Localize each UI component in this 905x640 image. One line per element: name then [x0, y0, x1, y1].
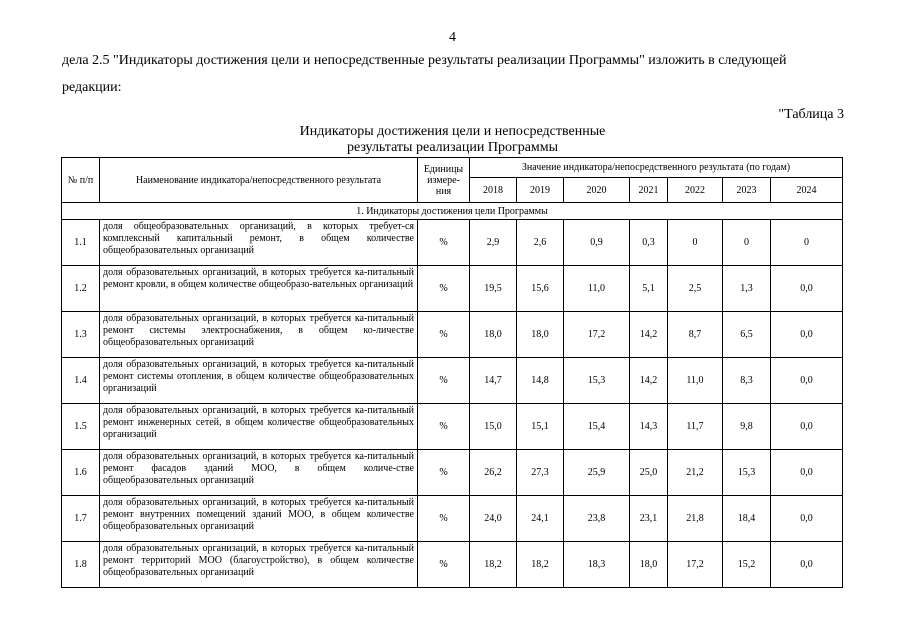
- unit: %: [418, 542, 470, 588]
- value-cell: 25,9: [564, 450, 630, 496]
- value-cell: 1,3: [723, 266, 771, 312]
- value-cell: 0,0: [771, 404, 843, 450]
- indicator-name: доля образовательных организаций, в которых требуется ка-питальный ремонт системы отопления, в общем количестве общеобразовательных организаций: [100, 358, 418, 404]
- section-title: 1. Индикаторы достижения цели Программы: [62, 203, 843, 220]
- table-row: [62, 496, 843, 542]
- indicator-name: доля образовательных организаций, в которых требуется ка-питальный ремонт кровли, в общем количестве общеобразо-вательных организаций: [100, 266, 418, 312]
- value-cell: 6,5: [723, 312, 771, 358]
- table-title-line1: Индикаторы достижения цели и непосредственные: [299, 124, 606, 139]
- value-cell: 18,0: [517, 312, 564, 358]
- value-cell: 0,0: [771, 358, 843, 404]
- value-cell: 15,6: [517, 266, 564, 312]
- value-cell: 0: [668, 220, 723, 266]
- value-cell: 18,3: [564, 542, 630, 588]
- row-number: 1.1: [62, 220, 100, 266]
- section-row: [62, 203, 843, 220]
- table-header: [62, 158, 843, 203]
- unit: %: [418, 358, 470, 404]
- value-cell: 2,6: [517, 220, 564, 266]
- header-year: 2023: [723, 178, 771, 203]
- intro-text-line1: дела 2.5 "Индикаторы достижения цели и непосредственные результаты реализации Программы" изложить в следующей: [62, 53, 787, 68]
- value-cell: 5,1: [630, 266, 668, 312]
- table-row: [62, 404, 843, 450]
- header-year: 2019: [517, 178, 564, 203]
- header-year: 2020: [564, 178, 630, 203]
- value-cell: 0,0: [771, 266, 843, 312]
- unit: %: [418, 312, 470, 358]
- row-number: 1.5: [62, 404, 100, 450]
- table-label: "Таблица 3: [778, 107, 844, 122]
- row-number: 1.4: [62, 358, 100, 404]
- value-cell: 14,3: [630, 404, 668, 450]
- value-cell: 0: [771, 220, 843, 266]
- header-name: Наименование индикатора/непосредственного результата: [100, 158, 418, 203]
- table-row: [62, 542, 843, 588]
- value-cell: 14,2: [630, 312, 668, 358]
- value-cell: 8,7: [668, 312, 723, 358]
- value-cell: 18,2: [470, 542, 517, 588]
- value-cell: 17,2: [668, 542, 723, 588]
- value-cell: 0,0: [771, 542, 843, 588]
- value-cell: 17,2: [564, 312, 630, 358]
- header-year: 2022: [668, 178, 723, 203]
- value-cell: 24,1: [517, 496, 564, 542]
- unit: %: [418, 404, 470, 450]
- row-number: 1.3: [62, 312, 100, 358]
- unit: %: [418, 220, 470, 266]
- header-year: 2024: [771, 178, 843, 203]
- value-cell: 15,0: [470, 404, 517, 450]
- row-number: 1.7: [62, 496, 100, 542]
- value-cell: 14,8: [517, 358, 564, 404]
- value-cell: 0,0: [771, 312, 843, 358]
- intro-text-line2: редакции:: [62, 80, 122, 95]
- value-cell: 9,8: [723, 404, 771, 450]
- table-title-line2: результаты реализации Программы: [346, 140, 559, 155]
- row-number: 1.6: [62, 450, 100, 496]
- unit: %: [418, 266, 470, 312]
- header-values-group: Значение индикатора/непосредственного результата (по годам): [470, 158, 843, 178]
- value-cell: 18,4: [723, 496, 771, 542]
- table-row: [62, 358, 843, 404]
- row-number: 1.2: [62, 266, 100, 312]
- table-row: [62, 450, 843, 496]
- table-row: [62, 312, 843, 358]
- header-num: № п/п: [62, 158, 100, 203]
- value-cell: 27,3: [517, 450, 564, 496]
- value-cell: 0,0: [771, 450, 843, 496]
- indicator-name: доля образовательных организаций, в которых требуется ка-питальный ремонт фасадов зданий МОО, в общем количе-стве общеобразовательных организаций: [100, 450, 418, 496]
- value-cell: 18,0: [470, 312, 517, 358]
- value-cell: 15,3: [723, 450, 771, 496]
- value-cell: 15,4: [564, 404, 630, 450]
- value-cell: 2,9: [470, 220, 517, 266]
- value-cell: 21,2: [668, 450, 723, 496]
- header-year: 2018: [470, 178, 517, 203]
- value-cell: 11,0: [564, 266, 630, 312]
- table-row: [62, 266, 843, 312]
- value-cell: 15,3: [564, 358, 630, 404]
- indicator-name: доля общеобразовательных организаций, в которых требует-ся комплексный капитальный ремонт, в общем количестве общеобразовательных организаций: [100, 220, 418, 266]
- value-cell: 0,3: [630, 220, 668, 266]
- indicators-table: [61, 157, 843, 588]
- value-cell: 23,1: [630, 496, 668, 542]
- unit: %: [418, 450, 470, 496]
- value-cell: 2,5: [668, 266, 723, 312]
- table-body: [62, 203, 843, 588]
- row-number: 1.8: [62, 542, 100, 588]
- value-cell: 23,8: [564, 496, 630, 542]
- header-unit: Единицы измере-ния: [418, 158, 470, 203]
- table-row: [62, 220, 843, 266]
- value-cell: 0: [723, 220, 771, 266]
- value-cell: 15,2: [723, 542, 771, 588]
- value-cell: 25,0: [630, 450, 668, 496]
- value-cell: 8,3: [723, 358, 771, 404]
- value-cell: 11,7: [668, 404, 723, 450]
- value-cell: 19,5: [470, 266, 517, 312]
- indicator-name: доля образовательных организаций, в которых требуется ка-питальный ремонт внутренних помещений зданий МОО, в общем количестве общеобразовательных организаций: [100, 496, 418, 542]
- value-cell: 21,8: [668, 496, 723, 542]
- value-cell: 14,7: [470, 358, 517, 404]
- value-cell: 0,9: [564, 220, 630, 266]
- value-cell: 15,1: [517, 404, 564, 450]
- value-cell: 24,0: [470, 496, 517, 542]
- indicator-name: доля образовательных организаций, в которых требуется ка-питальный ремонт системы электроснабжения, в общем ко-личестве общеобразовательных организаций: [100, 312, 418, 358]
- value-cell: 18,2: [517, 542, 564, 588]
- indicator-name: доля образовательных организаций, в которых требуется ка-питальный ремонт территорий МОО (благоустройство), в общем количестве общеобразовательных организаций: [100, 542, 418, 588]
- value-cell: 18,0: [630, 542, 668, 588]
- page-number: 4: [449, 30, 456, 45]
- indicator-name: доля образовательных организаций, в которых требуется ка-питальный ремонт инженерных сетей, в общем количестве общеобразовательных организаций: [100, 404, 418, 450]
- value-cell: 26,2: [470, 450, 517, 496]
- value-cell: 11,0: [668, 358, 723, 404]
- value-cell: 14,2: [630, 358, 668, 404]
- unit: %: [418, 496, 470, 542]
- header-year: 2021: [630, 178, 668, 203]
- value-cell: 0,0: [771, 496, 843, 542]
